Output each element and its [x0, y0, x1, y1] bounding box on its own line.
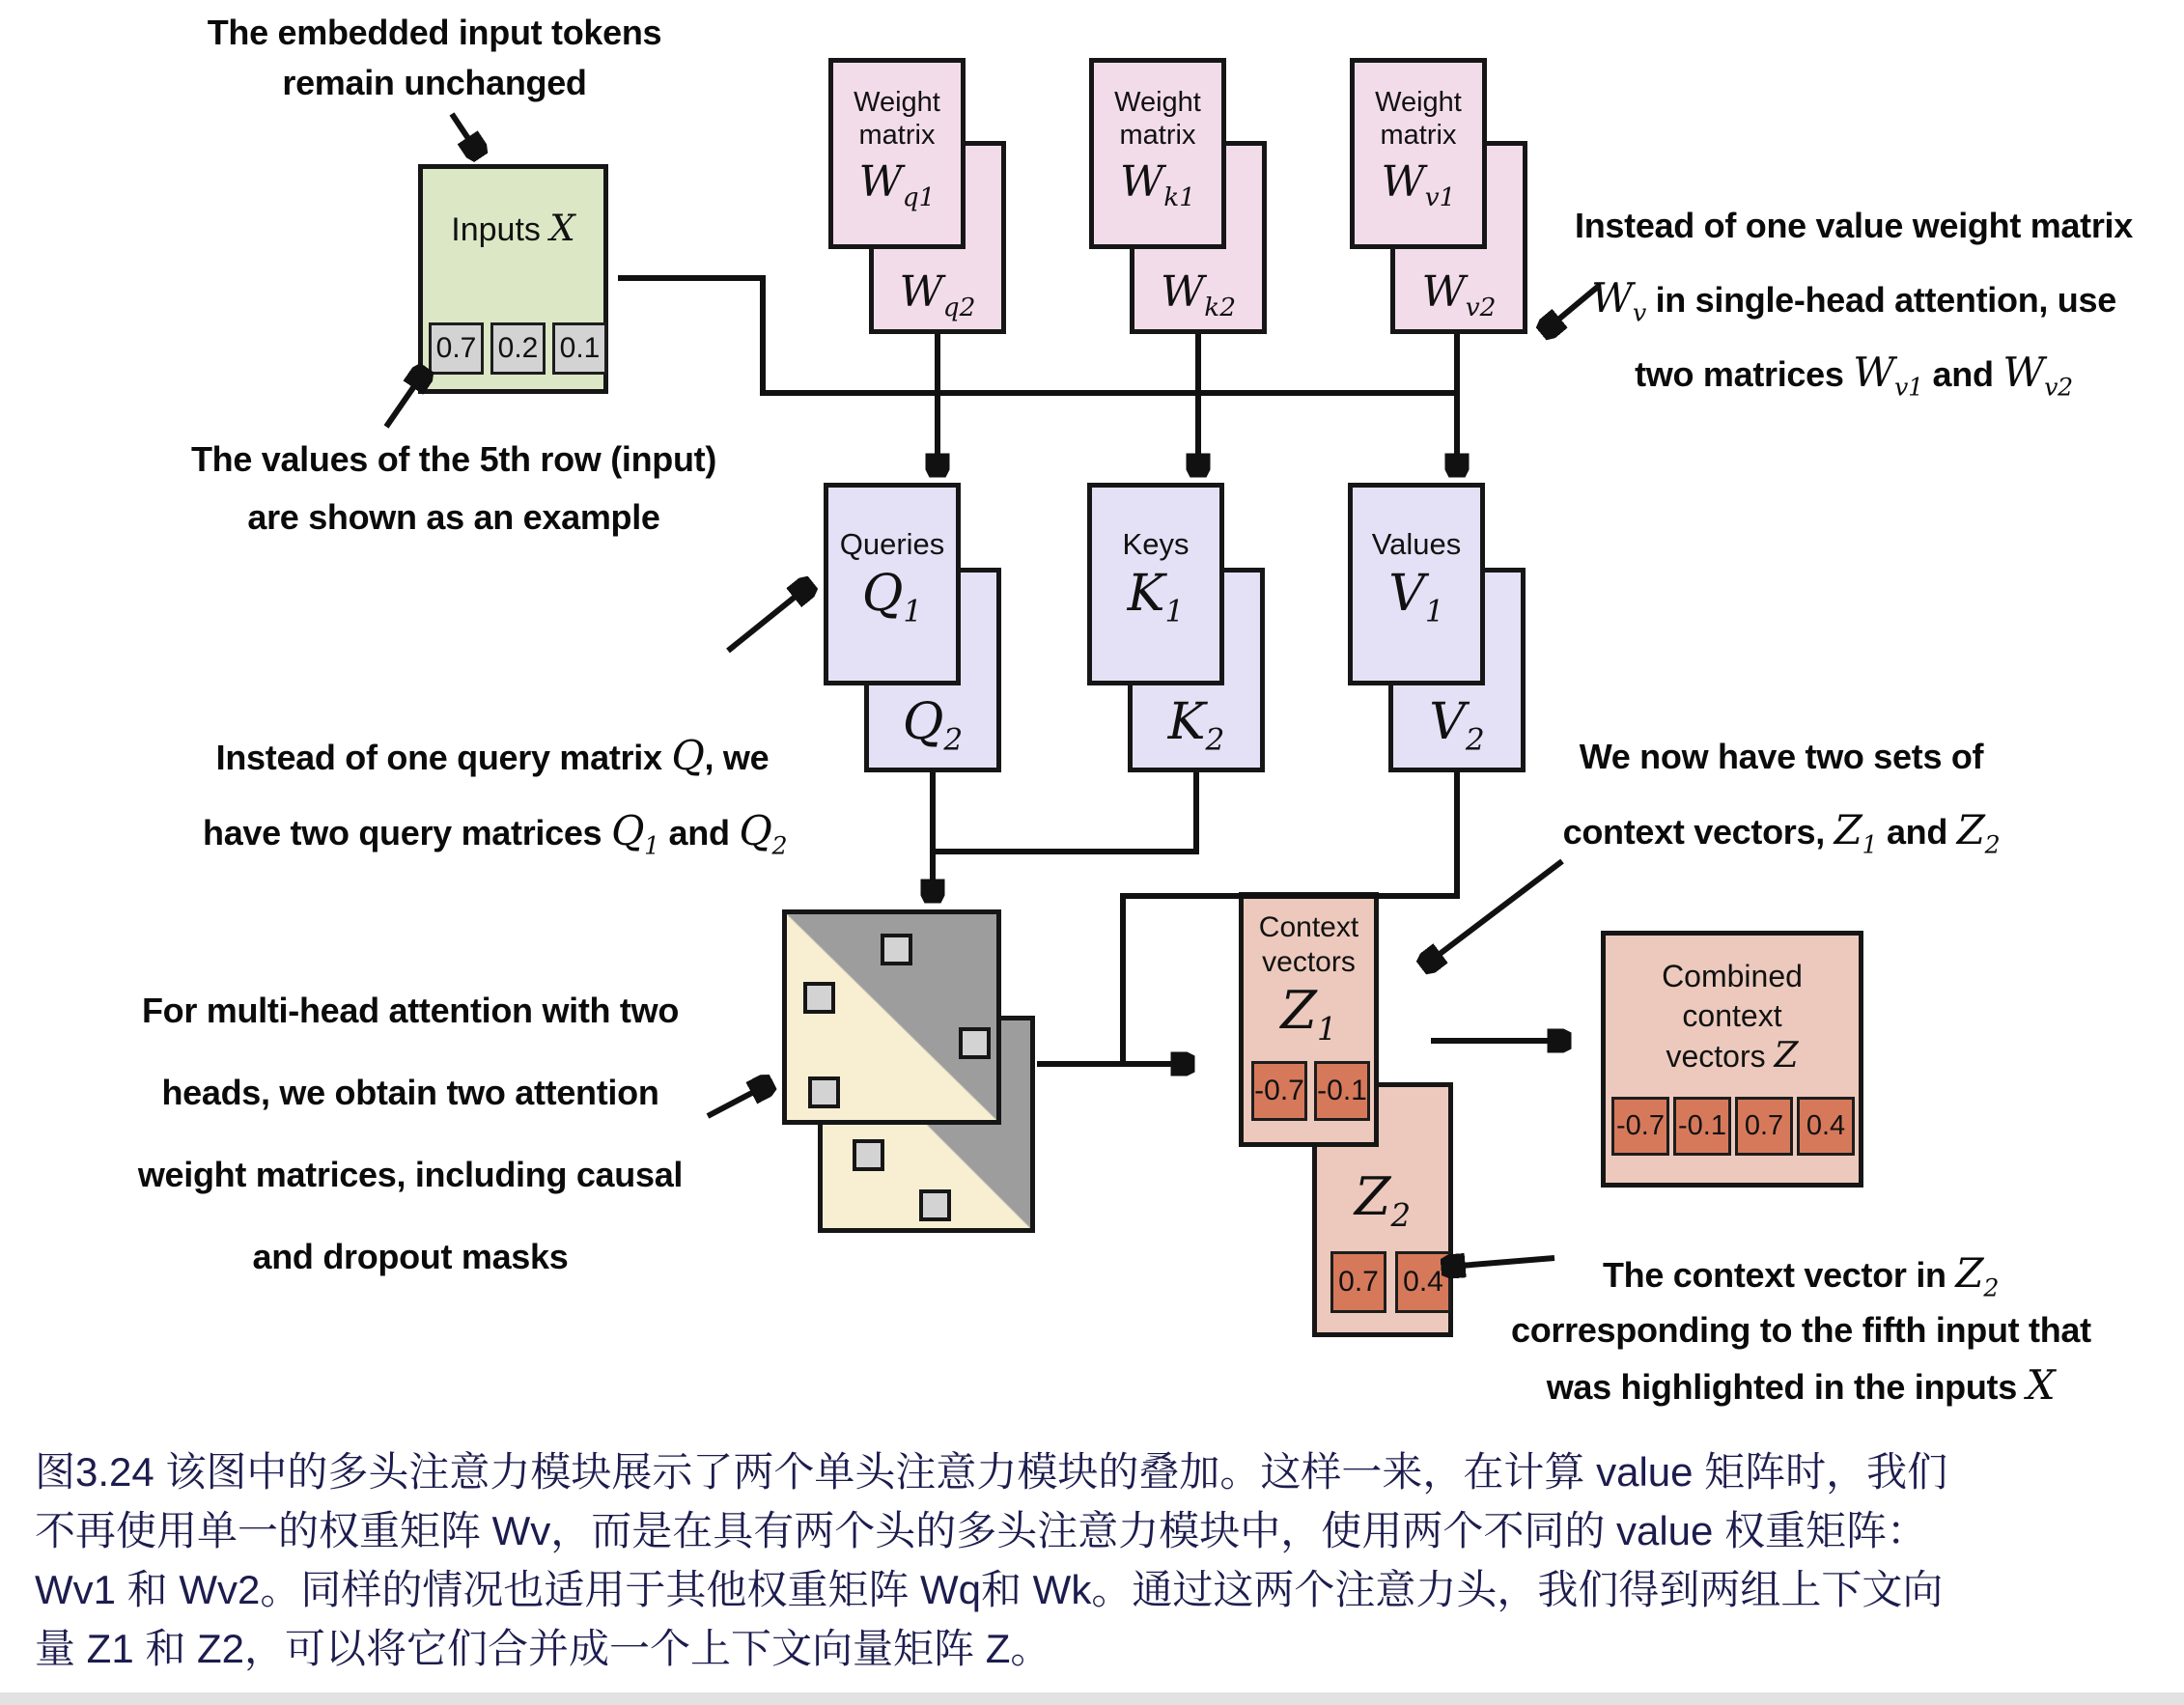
- k2-symbol: $K_2$: [1167, 692, 1225, 758]
- wv2-symbol: $W_{v2}$: [1421, 266, 1497, 322]
- vector-cell: 0.4: [1797, 1097, 1855, 1156]
- arrow-multihead-annotation: [708, 1085, 767, 1116]
- annotation-embedded-tokens: The embedded input tokens remain unchanged: [207, 13, 662, 102]
- wk1-title: Weight matrix: [1114, 87, 1201, 151]
- annotation-query-matrices: Instead of one query matrix Q, we have two query matrices $Q_1$ and $Q_2$: [203, 732, 788, 860]
- caption-line-4: 量 Z1 和 Z2，可以将它们合并成一个上下文向量矩阵 Z。: [35, 1626, 1051, 1671]
- context-vectors-z1-box: [1239, 892, 1379, 1147]
- inputs-x-box: [418, 164, 608, 394]
- dropout-mask-cell: [853, 1139, 884, 1171]
- q1-symbol: $Q_1$: [861, 565, 923, 629]
- caption-line-1: 图3.24 该图中的多头注意力模块展示了两个单头注意力模块的叠加。这样一来，在计算 value 矩阵时，我们: [35, 1449, 1948, 1495]
- inputs-row-values: [429, 322, 607, 375]
- dropout-mask-cell: [808, 1076, 840, 1108]
- vector-cell: -0.7: [1251, 1061, 1307, 1121]
- z2-values: [1330, 1251, 1451, 1313]
- v1-symbol: $V_1$: [1388, 565, 1444, 629]
- arrow-embedded-annotation: [452, 114, 477, 152]
- combined-values: [1611, 1097, 1855, 1156]
- bottom-edge-strip: [0, 1692, 2184, 1705]
- annotation-value-weight-matrix: Instead of one value weight matrix $W_v$ in single-head attention, use two matrices $W_{v1}$ and $W_{v2}$: [1575, 206, 2133, 402]
- vector-cell: 0.4: [1395, 1251, 1451, 1313]
- combined-context-vectors-box: [1601, 931, 1863, 1188]
- z2-symbol: $Z_2$: [1354, 1166, 1412, 1234]
- attention-weights-matrix-1: [782, 909, 1001, 1125]
- keys-k1-box: [1087, 483, 1224, 685]
- weight-matrix-wq1-box: [828, 58, 966, 249]
- queries-title: Queries: [839, 527, 945, 561]
- vector-cell: 0.7: [429, 322, 484, 375]
- caption-line-2: 不再使用单一的权重矩阵 Wv，而是在具有两个头的多头注意力模块中，使用两个不同的 value 权重矩阵：: [35, 1508, 1928, 1553]
- wv1-symbol: $W_{v1}$: [1381, 157, 1456, 212]
- z1-values: [1251, 1061, 1370, 1121]
- vector-cell: -0.7: [1611, 1097, 1669, 1156]
- dropout-mask-cell: [881, 934, 912, 965]
- vector-cell: 0.1: [552, 322, 607, 375]
- vector-cell: 0.7: [1330, 1251, 1386, 1313]
- figure-caption: [35, 1442, 2169, 1678]
- annotation-two-sets-context-vectors: We now have two sets of context vectors, $Z_1$ and $Z_2$: [1562, 737, 2001, 859]
- keys-title: Keys: [1122, 527, 1190, 561]
- vector-cell: 0.2: [490, 322, 546, 375]
- weight-matrix-wv1-box: [1350, 58, 1487, 249]
- wq1-title: Weight matrix: [854, 87, 940, 151]
- dropout-mask-cell: [919, 1189, 951, 1221]
- values-title: Values: [1371, 527, 1462, 561]
- annotation-context-vector-z2: The context vector in $Z_2$ corresponding to the fifth input that was highlighted in the inputs X: [1511, 1249, 2091, 1409]
- arrow-query-annotation: [728, 587, 807, 651]
- wk2-symbol: $W_{k2}$: [1160, 266, 1237, 322]
- vector-cell: -0.1: [1673, 1097, 1731, 1156]
- weight-matrix-wk1-box: [1089, 58, 1226, 249]
- z1-symbol: $Z_1$: [1280, 980, 1337, 1048]
- v2-symbol: $V_2$: [1429, 692, 1485, 758]
- vector-cell: 0.7: [1735, 1097, 1793, 1156]
- vector-cell: -0.1: [1314, 1061, 1370, 1121]
- inputs-x-label: Inputs X: [451, 208, 575, 249]
- dropout-mask-cell: [959, 1027, 991, 1059]
- wq1-symbol: $W_{q1}$: [858, 157, 936, 212]
- annotation-fifth-row: The values of the 5th row (input) are shown as an example: [190, 439, 717, 537]
- q2-symbol: $Q_2$: [902, 692, 964, 758]
- combined-title: Combined context vectors Z: [1662, 959, 1803, 1076]
- queries-q1-box: [824, 483, 961, 685]
- arrow-twosets-annotation: [1427, 861, 1562, 964]
- caption-line-3: Wv1 和 Wv2。同样的情况也适用于其他权重矩阵 Wq和 Wk。通过这两个注意力头，我们得到两组上下文向: [35, 1567, 1944, 1612]
- k1-symbol: $K_1$: [1127, 565, 1185, 629]
- wq2-symbol: $W_{q2}$: [899, 266, 976, 322]
- inputs-to-weights-bus: [618, 278, 1458, 393]
- values-v1-box: [1348, 483, 1485, 685]
- wk1-symbol: $W_{k1}$: [1119, 157, 1196, 212]
- wv1-title: Weight matrix: [1375, 87, 1462, 151]
- dropout-mask-cell: [803, 982, 835, 1014]
- annotation-attention-weight-matrices: For multi-head attention with two heads, we obtain two attention weight matrices, including causal and dropout masks: [137, 991, 684, 1276]
- z1-title: Context vectors: [1258, 911, 1359, 978]
